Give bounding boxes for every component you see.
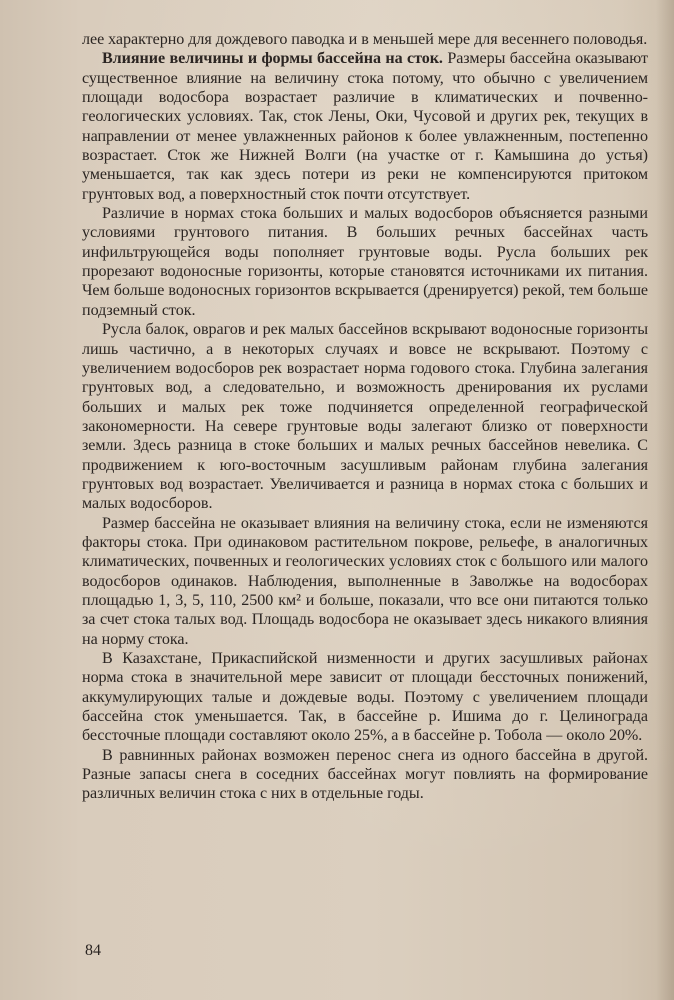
paragraph-snow-transfer: В равнинных районах возможен перенос снега из одного бассейна в другой. Разные запасы снега в соседних бассейнах могут повлиять на формирование различных величин стока с них в отдельные годы. bbox=[82, 746, 648, 803]
section-paragraph bbox=[82, 49, 648, 204]
section-intro-text: Размеры бассейна оказывают существенное влияние на величину стока потому, что обычно с увеличением площади водосбора возрастает различие в климатических и почвенно-геологических условиях. Так, сток Лены, Оки, Чусовой и других рек, текущих в направлении от менее увлажненных районов к более увлажненным, постепенно возрастает. Сток же Нижней Волги (на участке от г. Камышина до устья) уменьшается, так как здесь потери из реки не компенсируются притоком грунтовых вод, а поверхностный сток почти отсутствует. bbox=[82, 50, 648, 203]
paragraph-small-basins: Русла балок, оврагов и рек малых бассейнов вскрывают водоносные горизонты лишь частично, а в некоторых случаях и вовсе не вскрывают. Поэтому с увеличением водосборов рек возрастает норма годового стока. Глубина залегания грунтовых вод, а следовательно, и возможность дренирования их руслами больших и малых рек тоже подчиняется определенной географической закономерности. На севере грунтовые воды залегают близко от поверхности земли. Здесь разница в стоке больших и малых речных бассейнов невелика. С продвижением к юго-восточным засушливым районам глубина залегания грунтовых вод возрастает. Увеличивается и разница в нормах стока с больших и малых водосборов. bbox=[82, 321, 648, 513]
page-number: 84 bbox=[85, 942, 101, 959]
paragraph-basin-size: Размер бассейна не оказывает влияния на величину стока, если не изменяются факторы стока. При одинаковом растительном покрове, рельефе, в аналогичных климатических, почвенных и геологических условиях сток с большого или малого водосборов одинаков. Наблюдения, выполненные в Заволжье на водосборах площадью 1, 3, 5, 110, 2500 км² и больше, показали, что все они питаются только за счет стока талых вод. Площадь водосбора не оказывает здесь никакого влияния на норму стока. bbox=[82, 514, 648, 648]
paragraph-kazakhstan: В Казахстане, Прикаспийской низменности и других засушливых районах норма стока в значительной мере зависит от площади бессточных понижений, аккумулирующих талые и дождевые воды. Поэтому с увеличением площади бассейна сток уменьшается. Так, в бассейне р. Ишима до г. Целинограда бессточные площади составляют около 25%, а в бассейне р. Тобола — около 20%. bbox=[82, 650, 648, 745]
page-text bbox=[82, 30, 648, 804]
paragraph-groundwater-feeding: Различие в нормах стока больших и малых водосборов объясняется разными условиями грунтового питания. В больших речных бассейнах часть инфильтрующейся воды пополняет грунтовые воды. Русла больших рек прорезают водоносные горизонты, которые становятся источниками их питания. Чем больше водоносных горизонтов вскрывается (дренируется) рекой, тем больше подземный сток. bbox=[82, 205, 648, 319]
continuation-paragraph: лее характерно для дождевого паводка и в меньшей мере для весеннего половодья. bbox=[82, 31, 648, 48]
section-heading: Влияние величины и формы бассейна на сток. bbox=[102, 50, 443, 68]
